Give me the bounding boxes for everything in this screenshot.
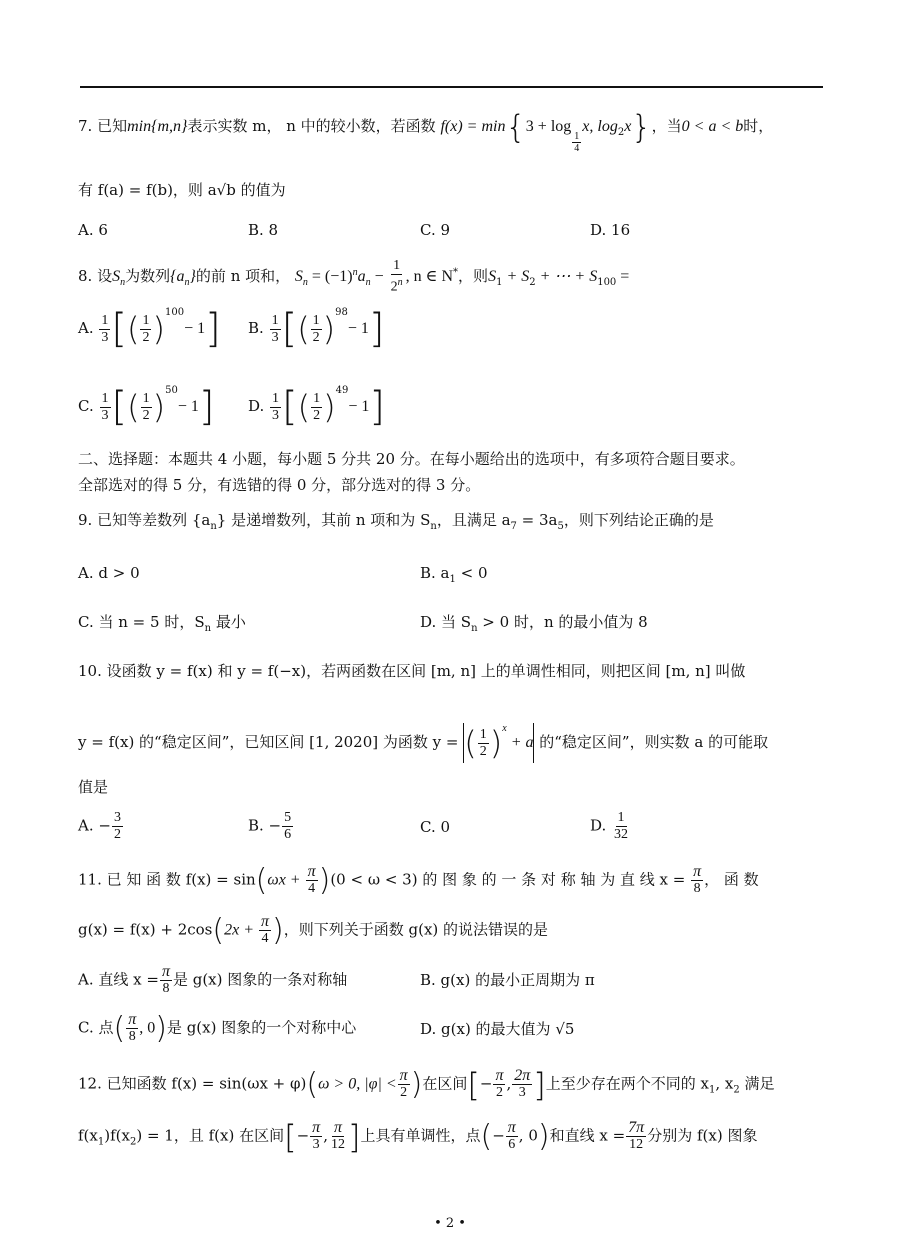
section2-line2: 全部选对的得 5 分，有选错的得 0 分，部分选对的得 3 分。 xyxy=(78,476,481,494)
q10-line1: 10. 设函数 y = f(x) 和 y = f(−x)，若两函数在区间 [m, n] 上的单调性相同，则把区间 [m, n] 叫做 xyxy=(78,662,746,680)
q8-option-c: C. $\frac{1}{3}$ [( $\frac{1}{2}$ )$^{50}$− 1] xyxy=(78,384,215,430)
q10-option-a: A. − $\frac{3}{2}$ xyxy=(78,810,121,842)
q10-line3: 值是 xyxy=(78,778,109,796)
q10-option-c: C. 0 xyxy=(420,818,451,836)
q7-option-a: A. 6 xyxy=(78,221,108,239)
q9-option-d: D. 当 $S_n > 0$ 时，n 的最小值为 8 xyxy=(420,613,648,634)
q10-option-b: B. − $\frac{5}{6}$ xyxy=(248,810,292,842)
q10-line2: y = f(x) 的“稳定区间”，已知区间 [1, 2020] 为函数 y = ( $\frac{1}{2}$ )$^x$ + a 的“稳定区间”，则实数 a 的可能取 xyxy=(78,723,769,762)
q9-option-a: A. d > 0 xyxy=(78,564,140,582)
q7-option-d: D. 16 xyxy=(590,221,631,239)
q11-option-b: B. g(x) 的最小正周期为 π xyxy=(420,971,595,989)
q9-stem: 9. 已知等差数列 $\{a_n\}$ 是递增数列，其前 n 项和为 $S_n$，且满足 $a_7 = 3a_5$，则下列结论正确的是 xyxy=(78,511,714,532)
q7-line1: 7. 已知min{m,n}表示实数 m， n 中的较小数，若函数 f(x) = min{3 + log $\frac{1}{4}$ x, $\log_2x$}，当0 < a < b时， xyxy=(78,108,774,154)
q11-option-a: A. 直线 x = $\frac{\pi}{8}$ 是 g(x) 图象的一条对称轴 xyxy=(78,963,348,996)
q10-option-d: D. $\frac{1}{32}$ xyxy=(590,810,629,842)
section2-line1: 二、选择题：本题共 4 小题，每小题 5 分共 20 分。在每小题给出的选项中，有多项符合题目要求。 xyxy=(78,450,745,468)
header-rule xyxy=(80,86,823,88)
q8-option-a: A. $\frac{1}{3}$ [( $\frac{1}{2}$ )$^{100}$− 1] xyxy=(78,306,221,352)
q9-option-b: B. $a_1 < 0$ xyxy=(420,564,488,585)
q7-option-c: C. 9 xyxy=(420,221,451,239)
q8-option-b: B. $\frac{1}{3}$ [( $\frac{1}{2}$ )$^{98}$− 1] xyxy=(248,306,385,352)
q11-line2: g(x) = f(x) + 2cos(2x + $\frac{\pi}{4}$ )，则下列关于函数 g(x) 的说法错误的是 xyxy=(78,912,549,948)
q8-stem: 8. 设$S_n$为数列$\{a_n\}$的前 n 项和， $S_n = (-1)^na_n$ − $\frac{1}{2^n}$ , n ∈ N*，则$S_1 + S_2$ + ⋯ + $S_{100}$ = xyxy=(78,258,630,295)
q9-option-c: C. 当 n = 5 时，$S_n$ 最小 xyxy=(78,613,246,634)
q11-option-c: C. 点( $\frac{\pi}{8}$ , 0)是 g(x) 图象的一个对称中心 xyxy=(78,1010,357,1046)
q7-line2: 有 f(a) = f(b)，则 a√b 的值为 xyxy=(78,181,286,199)
q11-line1: 11. 已 知 函 数 f(x) = sin(ωx + $\frac{\pi}{4}$ )(0 < ω < 3) 的 图 象 的 一 条 对 称 轴 为 直 线 x = $\frac{\pi}{8}$ ， 函 数 xyxy=(78,862,759,898)
page-number: • 2 • xyxy=(434,1216,466,1231)
q11-option-d: D. g(x) 的最大值为 √5 xyxy=(420,1020,575,1038)
q12-line2: $f(x_1)f(x_2) = 1$，且 f(x) 在区间[− $\frac{\pi}{3}$ , $\frac{\pi}{12}$ ]上具有单调性，点(− $\frac{\pi}{6}$ , 0)和直线 x = $\frac{7\pi}{12}$ 分别为 f(x) 图象 xyxy=(78,1117,758,1156)
q12-line1: 12. 已知函数 f(x) = sin(ωx + φ)(ω > 0, |φ| < $\frac{\pi}{2}$ )在区间[− $\frac{\pi}{2}$ , $\frac{2\pi}{3}$ ]上至少存在两个不同的 $x_1$, $x_2$ 满足 xyxy=(78,1065,775,1104)
q7-option-b: B. 8 xyxy=(248,221,279,239)
q8-option-d: D. $\frac{1}{3}$ [( $\frac{1}{2}$ )$^{49}$− 1] xyxy=(248,384,385,430)
